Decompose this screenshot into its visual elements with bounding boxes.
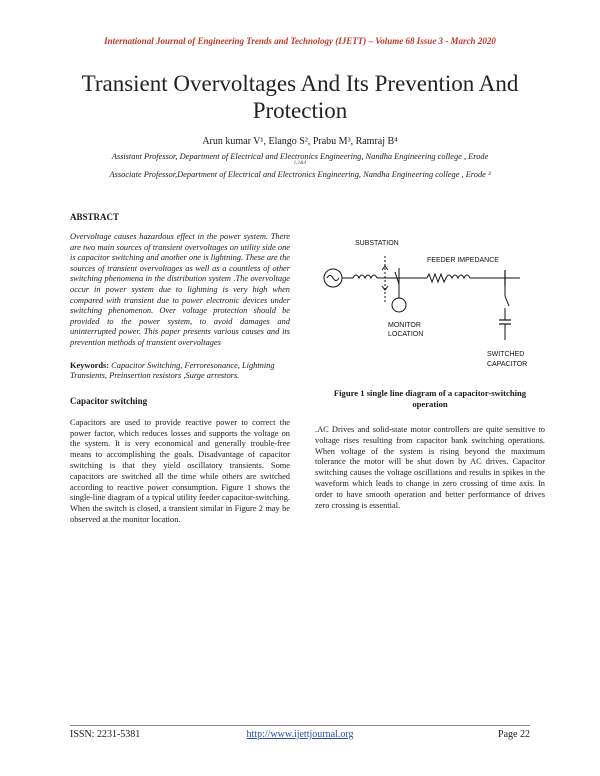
- monitor-symbol: [392, 298, 406, 312]
- ac-drives-text: .AC Drives and solid-state motor controllers are quite sensitive to voltage rises resulting from capacitor bank switching operations. When voltage of the system is rising beyond the maximum tolerance the motor will be shut down by AC drives. Capacitor switching causes the voltage oscillations and results in spikes in the waveform which leads to change in zero crossing of time axis. In order to have smooth operation and better performance of drives zero crossing is essential.: [315, 425, 545, 510]
- capacitor-switching-heading: Capacitor switching: [70, 395, 148, 406]
- affiliation-assistant: Assistant Professor, Department of Electrical and Electronics Engineering, Nandha Engineering college , Erode: [111, 152, 489, 161]
- label-capacitor: CAPACITOR: [487, 361, 528, 368]
- keywords-text: Capacitor Switching, Ferroresonance, Lightning Transients, Preinsertion resistors ,Surge arrestors.: [70, 360, 275, 381]
- feeder-inductor: [446, 275, 470, 278]
- affiliation-note: 1,2&4: [293, 161, 307, 166]
- label-switched: SWITCHED: [487, 351, 525, 358]
- feeder-resistor: [427, 274, 446, 282]
- right-column: [315, 232, 545, 511]
- figure-1-caption: Figure 1 single line diagram of a capacitor-switching operation: [333, 388, 527, 409]
- journal-header: International Journal of Engineering Trends and Technology (IJETT) – Volume 68 Issue 3 - March 2020: [104, 36, 496, 46]
- paper-title: Transient Overvoltages And Its Prevention And Protection: [81, 71, 519, 123]
- single-line-diagram-svg: [315, 232, 545, 382]
- footer-divider: [70, 725, 530, 726]
- abstract-heading: ABSTRACT: [70, 212, 120, 222]
- affiliation-associate: Associate Professor,Department of Electrical and Electronics Engineering, Nandha Engineering college , Erode ³: [109, 170, 491, 179]
- label-monitor: MONITOR: [388, 322, 421, 329]
- left-column: [70, 212, 290, 526]
- capacitor-switching-text: Capacitors are used to provide reactive power to correct the power factor, which reduces losses and supports the voltage on the system. It is very economical and generally trouble-free means to accomplishing the goals. Disadvantage of capacitor switching is that they yield oscillatory transients. Some capacitors are switched all the time while others are switched according to reactive power consumption. Figure 1 shows the single-line diagram of a typical utility feeder capacitor-switching. When the switch is closed, a transient similar in Figure 2 may be observed at the monitor location.: [70, 417, 290, 524]
- keywords-label: Keywords:: [70, 360, 110, 370]
- ac-wave-icon: [327, 276, 339, 281]
- keywords: [70, 361, 290, 382]
- abstract-text: Overvoltage causes hazardous effect in the power system. There are two main sources of transient overvoltages on utility side one is capacitor switching and another one is lightning. These are the sources of transient overvoltages as well as a countless of other switching phenomena in the distribution system .The overvoltage occur in power system due to lightning is very high when compared with transient due to power electronic devices under switching phenomenon. Over voltage protection should be provided to the power system, to avoid damages and uninterrupted power. This paper presents various causes and its prevention methods of transient overvoltages: [70, 232, 290, 347]
- label-feeder-impedance: FEEDER IMPEDANCE: [427, 257, 499, 264]
- author-list: Arun kumar V¹, Elango S², Prabu M³, Ramraj B⁴: [202, 136, 398, 147]
- label-location: LOCATION: [388, 331, 424, 338]
- footer-page-number: Page 22: [498, 729, 530, 740]
- footer-journal-link[interactable]: http://www.ijettjournal.org: [246, 729, 354, 740]
- footer-issn: ISSN: 2231-5381: [70, 729, 141, 740]
- label-substation: SUBSTATION: [355, 240, 399, 247]
- figure-1-single-line-diagram: [315, 232, 545, 382]
- source-impedance-coil: [353, 275, 377, 278]
- capacitor-switch: [505, 296, 509, 306]
